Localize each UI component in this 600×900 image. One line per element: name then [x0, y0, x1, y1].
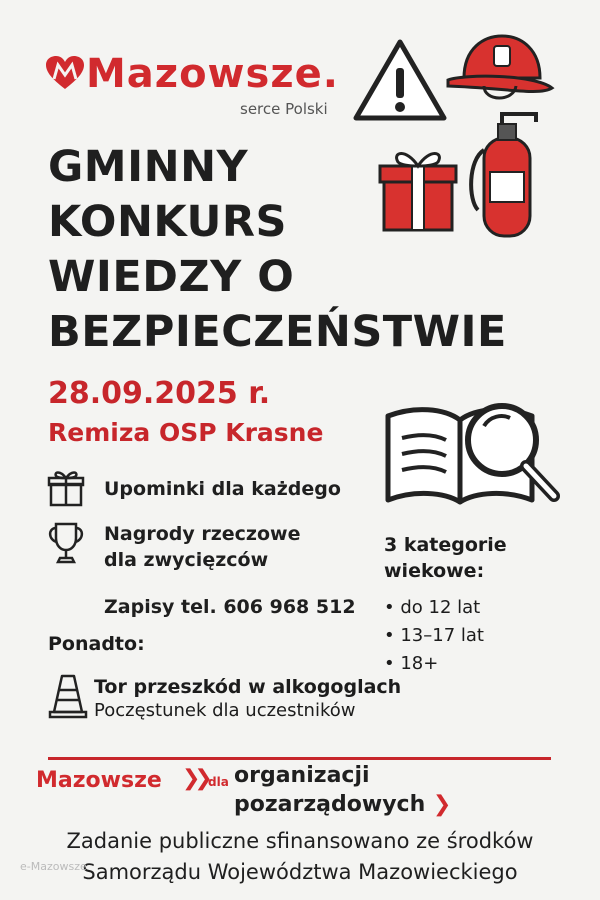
- logo-tagline: serce Polski: [240, 100, 328, 118]
- feature-gifts: Upominki dla każdego: [104, 478, 341, 500]
- title-line: KONKURS: [48, 197, 287, 247]
- categories-list: [384, 594, 484, 678]
- footer-connector: dla: [208, 775, 229, 789]
- footer-org-line2: [234, 792, 451, 817]
- event-date: 28.09.2025 r.: [48, 376, 271, 411]
- heart-icon: [44, 55, 86, 91]
- registration-phone: Zapisy tel. 606 968 512: [104, 596, 356, 618]
- title-line: GMINNY: [48, 142, 249, 192]
- funding-line: Samorządu Województwa Mazowieckiego: [82, 860, 518, 884]
- book-magnifier-icon: [384, 396, 564, 512]
- firefighter-helmet-icon: [444, 30, 556, 110]
- extras-obstacle-course: Tor przeszkód w alkogoglach: [94, 676, 402, 698]
- warning-icon: [352, 38, 448, 124]
- footer-org-line2-text: pozarządowych: [234, 792, 426, 817]
- title-line: WIEDZY O: [48, 252, 295, 302]
- category-item: • 18+: [384, 650, 484, 678]
- categories-heading-line: wiekowe:: [384, 560, 485, 582]
- funding-line: Zadanie publiczne sfinansowano ze środków: [66, 829, 534, 853]
- footer-divider: [48, 757, 551, 760]
- funding-notice: [0, 826, 600, 888]
- gift-icon: [46, 468, 86, 508]
- watermark: e-Mazowsze: [20, 860, 87, 873]
- title-line: BEZPIECZEŃSTWIE: [48, 307, 507, 357]
- mazowsze-logo: [44, 50, 339, 98]
- logo-text: Mazowsze.: [86, 51, 339, 97]
- traffic-cone-icon: [48, 672, 88, 720]
- category-item: • do 12 lat: [384, 594, 484, 622]
- event-place: Remiza OSP Krasne: [48, 418, 324, 447]
- categories-heading: [384, 532, 507, 584]
- chevron-right-icon: ❯❯: [182, 766, 207, 791]
- footer-org-line1: organizacji: [234, 763, 370, 788]
- extras-heading: Ponadto:: [48, 633, 145, 655]
- feature-prizes-line: dla zwycięzców: [104, 549, 269, 571]
- category-item: • 13–17 lat: [384, 622, 484, 650]
- categories-heading-line: 3 kategorie: [384, 534, 507, 556]
- feature-prizes-line: Nagrody rzeczowe: [104, 523, 301, 545]
- trophy-icon: [46, 520, 86, 566]
- chevron-right-icon: ❯: [425, 792, 452, 817]
- main-title: [48, 140, 507, 360]
- extras-refreshments: Poczęstunek dla uczestników: [94, 700, 356, 721]
- feature-prizes: [104, 521, 300, 573]
- footer-logo: Mazowsze: [36, 768, 162, 793]
